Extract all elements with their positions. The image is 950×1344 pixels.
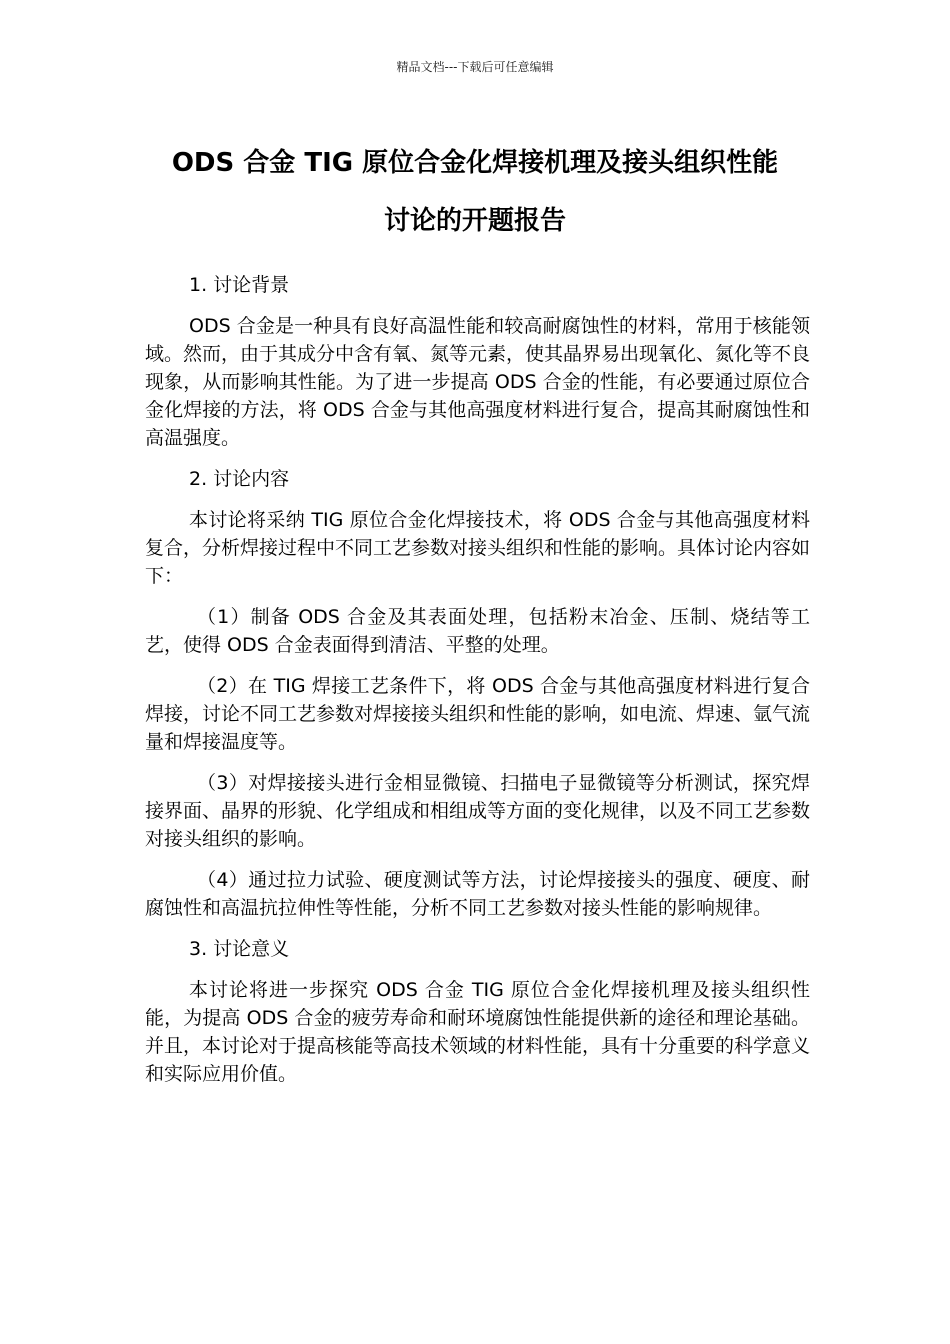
section-heading-significance: 3. 讨论意义 [189,938,290,960]
document-title [100,134,850,250]
content-item-4: （4）通过拉力试验、硬度测试等方法，讨论焊接接头的强度、硬度、耐腐蚀性和高温抗拉伸性等性能，分析不同工艺参数对接头性能的影响规律。 [145,869,810,919]
section-heading-content: 2. 讨论内容 [189,468,290,490]
document-body [145,271,810,1101]
title-line-1: ODS 合金 TIG 原位合金化焊接机理及接头组织性能 [171,148,779,178]
content-paragraph: 本讨论将采纳 TIG 原位合金化焊接技术，将 ODS 合金与其他高强度材料复合，分析焊接过程中不同工艺参数对接头组织和性能的影响。具体讨论内容如下： [145,509,811,587]
title-line-2: 讨论的开题报告 [383,206,566,236]
section-heading-background: 1. 讨论背景 [189,274,290,296]
content-item-1: （1）制备 ODS 合金及其表面处理，包括粉末冶金、压制、烧结等工艺，使得 ODS 合金表面得到清洁、平整的处理。 [145,606,810,656]
significance-paragraph: 本讨论将进一步探究 ODS 合金 TIG 原位合金化焊接机理及接头组织性能，为提高 ODS 合金的疲劳寿命和耐环境腐蚀性能提供新的途径和理论基础。并且，本讨论对于提高核能等高技术领域的材料性能，具有十分重要的科学意义和实际应用价值。 [145,979,811,1085]
header-note: 精品文档---下载后可任意编辑 [396,60,554,74]
background-paragraph: ODS 合金是一种具有良好高温性能和较高耐腐蚀性的材料，常用于核能领域。然而，由于其成分中含有氧、氮等元素，使其晶界易出现氧化、氮化等不良现象，从而影响其性能。为了进一步提高 ODS 合金的性能，有必要通过原位合金化焊接的方法，将 ODS 合金与其他高强度材料进行复合，提高其耐腐蚀性和高温强度。 [145,315,811,449]
content-item-3: （3）对焊接接头进行金相显微镜、扫描电子显微镜等分析测试，探究焊接界面、晶界的形貌、化学组成和相组成等方面的变化规律，以及不同工艺参数对接头组织的影响。 [145,772,811,850]
content-item-2: （2）在 TIG 焊接工艺条件下，将 ODS 合金与其他高强度材料进行复合焊接，讨论不同工艺参数对焊接接头组织和性能的影响，如电流、焊速、氩气流量和焊接温度等。 [145,675,811,753]
